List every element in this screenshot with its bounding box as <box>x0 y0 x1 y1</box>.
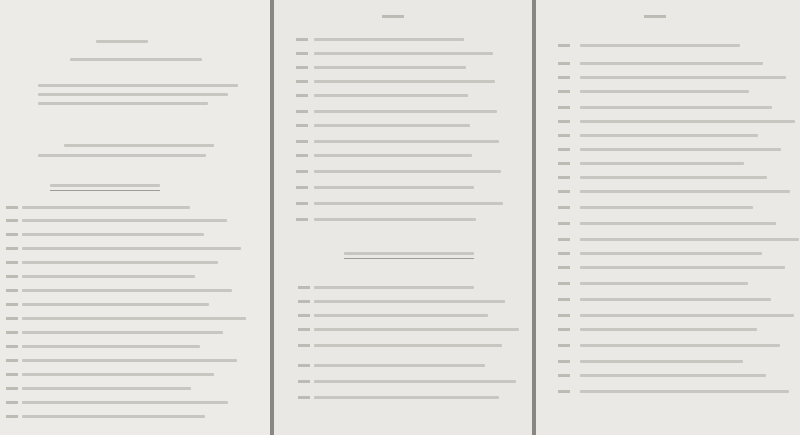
list-number <box>298 328 310 331</box>
list-entry <box>22 206 190 209</box>
list-entry <box>22 317 246 320</box>
list-number <box>6 317 18 320</box>
page-number <box>644 15 666 18</box>
list-number <box>558 90 570 93</box>
list-number <box>296 218 308 221</box>
list-number <box>558 190 570 193</box>
list-entry <box>580 162 744 165</box>
heading-underline <box>50 190 160 191</box>
list-entry <box>314 344 502 347</box>
list-entry <box>22 401 228 404</box>
list-entry <box>22 373 214 376</box>
list-entry <box>314 328 519 331</box>
list-entry <box>22 415 205 418</box>
award-heading <box>50 184 160 187</box>
list-number <box>558 162 570 165</box>
text-line <box>38 154 206 157</box>
list-entry <box>314 52 493 55</box>
list-number <box>558 148 570 151</box>
list-entry <box>314 202 503 205</box>
list-entry <box>22 275 195 278</box>
list-entry <box>580 90 749 93</box>
list-number <box>6 303 18 306</box>
text-line <box>64 144 214 147</box>
list-number <box>296 110 308 113</box>
list-number <box>296 140 308 143</box>
list-entry <box>22 233 204 236</box>
list-entry <box>22 247 241 250</box>
list-number <box>298 314 310 317</box>
list-number <box>6 359 18 362</box>
list-number <box>298 344 310 347</box>
list-number <box>558 282 570 285</box>
list-entry <box>580 148 781 151</box>
list-number <box>558 134 570 137</box>
title-line <box>38 84 238 87</box>
list-number <box>6 233 18 236</box>
list-entry <box>580 106 772 109</box>
page-fold <box>270 0 274 435</box>
list-number <box>296 186 308 189</box>
list-entry <box>580 222 776 225</box>
list-entry <box>314 124 470 127</box>
title-line <box>96 40 148 43</box>
list-number <box>6 331 18 334</box>
list-entry <box>580 252 762 255</box>
left-page <box>0 0 272 435</box>
list-number <box>6 401 18 404</box>
list-entry <box>580 120 795 123</box>
list-entry <box>580 44 740 47</box>
list-number <box>558 238 570 241</box>
list-number <box>6 261 18 264</box>
right-page <box>534 0 800 435</box>
list-number <box>296 80 308 83</box>
list-entry <box>22 345 200 348</box>
list-entry <box>580 76 786 79</box>
list-entry <box>580 390 789 393</box>
list-number <box>558 314 570 317</box>
list-number <box>296 154 308 157</box>
list-number <box>296 94 308 97</box>
list-entry <box>580 206 753 209</box>
list-entry <box>314 110 497 113</box>
list-number <box>558 44 570 47</box>
list-entry <box>580 298 771 301</box>
list-entry <box>580 238 799 241</box>
list-number <box>296 170 308 173</box>
list-number <box>6 219 18 222</box>
list-entry <box>580 374 766 377</box>
list-number <box>298 286 310 289</box>
list-number <box>558 252 570 255</box>
list-entry <box>580 328 757 331</box>
list-number <box>558 120 570 123</box>
list-entry <box>580 134 758 137</box>
list-number <box>558 360 570 363</box>
title-line <box>38 93 228 96</box>
list-number <box>298 380 310 383</box>
list-entry <box>314 80 495 83</box>
list-number <box>296 38 308 41</box>
list-entry <box>314 66 466 69</box>
list-entry <box>22 331 223 334</box>
page-number <box>382 15 404 18</box>
list-number <box>296 202 308 205</box>
list-number <box>296 124 308 127</box>
list-entry <box>314 286 474 289</box>
list-entry <box>314 154 472 157</box>
list-number <box>558 374 570 377</box>
list-entry <box>580 176 767 179</box>
list-number <box>6 373 18 376</box>
list-number <box>298 396 310 399</box>
list-number <box>558 266 570 269</box>
list-number <box>6 275 18 278</box>
list-number <box>558 390 570 393</box>
list-entry <box>580 344 780 347</box>
list-entry <box>22 289 232 292</box>
list-entry <box>580 62 763 65</box>
list-entry <box>22 303 209 306</box>
list-number <box>298 300 310 303</box>
list-entry <box>314 38 464 41</box>
list-entry <box>580 314 794 317</box>
list-number <box>558 62 570 65</box>
list-number <box>6 415 18 418</box>
list-number <box>558 344 570 347</box>
list-entry <box>22 219 227 222</box>
list-entry <box>314 364 485 367</box>
list-number <box>6 206 18 209</box>
list-number <box>6 387 18 390</box>
list-entry <box>314 218 476 221</box>
title-line <box>38 102 208 105</box>
list-entry <box>314 94 468 97</box>
list-number <box>296 52 308 55</box>
page-fold <box>532 0 536 435</box>
list-entry <box>314 186 474 189</box>
list-entry <box>314 300 505 303</box>
list-entry <box>580 360 743 363</box>
list-number <box>6 289 18 292</box>
list-number <box>558 222 570 225</box>
list-number <box>558 176 570 179</box>
list-number <box>296 66 308 69</box>
list-number <box>558 106 570 109</box>
list-entry <box>580 190 790 193</box>
list-entry <box>314 314 488 317</box>
list-entry <box>22 387 191 390</box>
title-line <box>70 58 202 61</box>
list-number <box>558 206 570 209</box>
list-entry <box>22 261 218 264</box>
list-entry <box>314 380 516 383</box>
list-entry <box>314 396 499 399</box>
list-number <box>558 298 570 301</box>
list-number <box>6 247 18 250</box>
list-number <box>298 364 310 367</box>
heading-underline <box>344 258 474 259</box>
list-entry <box>580 266 785 269</box>
list-number <box>558 76 570 79</box>
list-number <box>6 345 18 348</box>
list-entry <box>580 282 748 285</box>
list-entry <box>22 359 237 362</box>
list-number <box>558 328 570 331</box>
list-entry <box>314 170 501 173</box>
award-heading <box>344 252 474 255</box>
list-entry <box>314 140 499 143</box>
